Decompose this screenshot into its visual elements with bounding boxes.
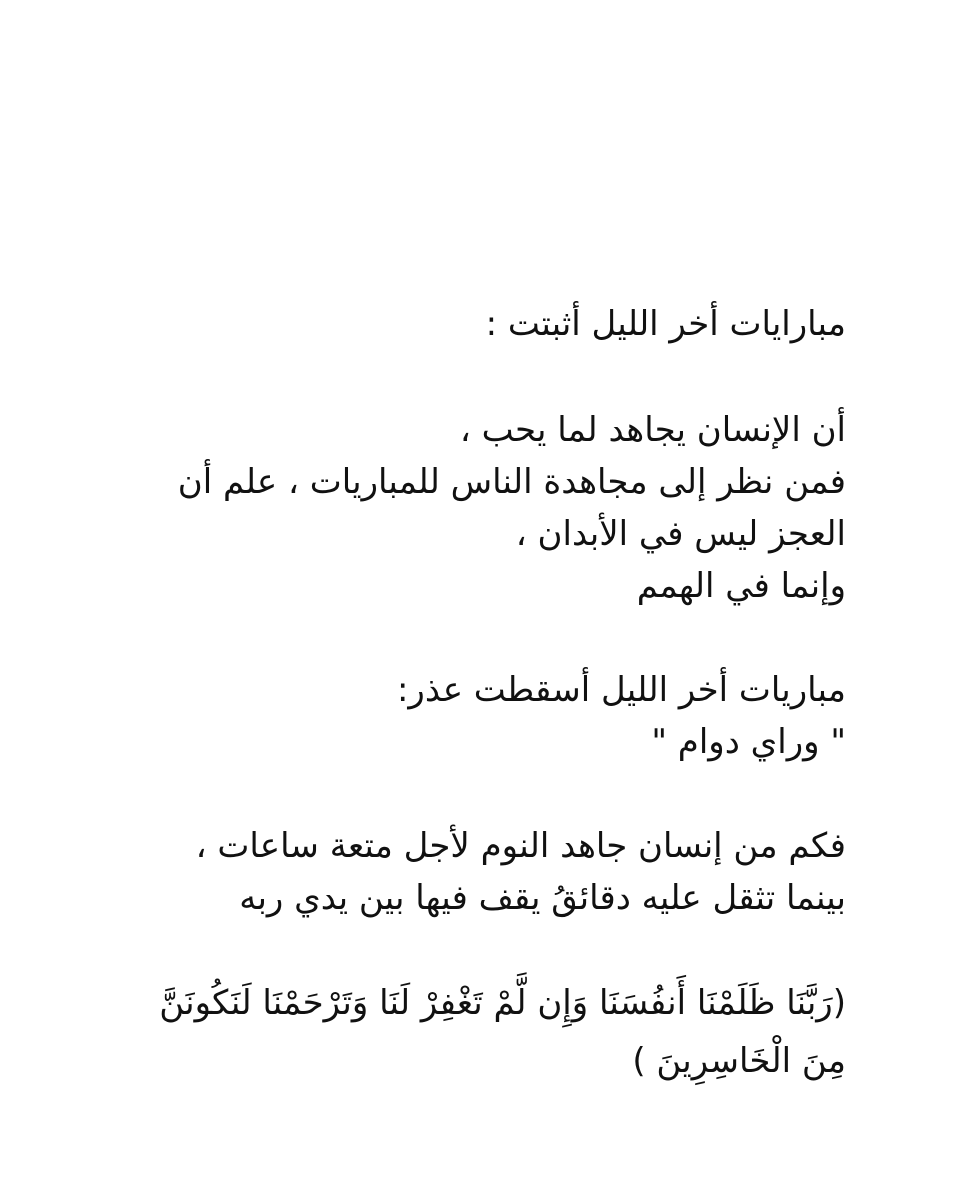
spacer [86,350,846,404]
text-line: فمن نظر إلى مجاهدة الناس للمباريات ، علم أن [177,462,846,502]
note-text [86,298,846,1090]
text-line: بينما تثقل عليه دقائقُ يقف فيها بين يدي ربه [239,878,846,918]
verse-line: مِنَ الْخَاسِرِينَ ) [632,1041,846,1081]
quran-verse [86,974,846,1090]
spacer [86,924,846,974]
spacer [86,768,846,820]
text-line: مباريات أخر الليل أسقطت عذر: [396,670,846,710]
paragraph-one [86,404,846,612]
note-heading [86,298,846,350]
verse-line: (رَبَّنَا ظَلَمْنَا أَنفُسَنَا وَإِن لَّمْ تَغْفِرْ لَنَا وَتَرْحَمْنَا لَنَكُونَنَّ [159,983,846,1023]
text-line: فكم من إنسان جاهد النوم لأجل متعة ساعات ، [195,826,846,866]
heading-line: مبارايات أخر الليل أثبتت : [485,304,846,344]
spacer [86,612,846,664]
paragraph-three [86,820,846,924]
text-line: وإنما في الهمم [636,566,846,606]
text-line: أن الإنسان يجاهد لما يحب ، [459,410,846,450]
paragraph-two [86,664,846,768]
quoted-line: " وراي دوام " [651,722,846,762]
text-line: العجز ليس في الأبدان ، [515,514,846,554]
